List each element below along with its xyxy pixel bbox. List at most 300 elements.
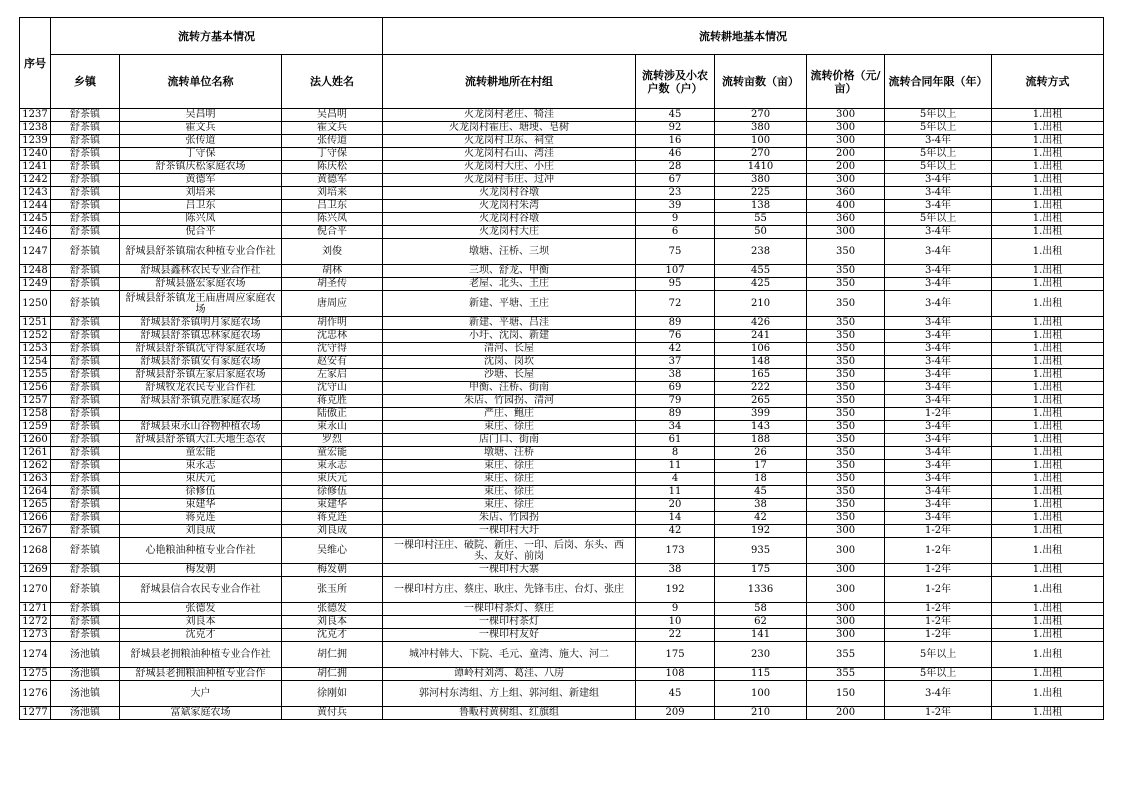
cell-unit-name: 张传道	[120, 135, 282, 148]
cell-town: 舒茶镇	[51, 447, 120, 460]
table-row	[20, 330, 1104, 343]
cell-location: 严庄、鲍庄	[383, 408, 636, 421]
cell-area: 50	[715, 226, 807, 239]
cell-method: 1.出租	[992, 681, 1104, 707]
cell-method: 1.出租	[992, 564, 1104, 577]
cell-method: 1.出租	[992, 148, 1104, 161]
cell-legal-person: 唐周应	[282, 291, 383, 317]
cell-term: 3-4年	[885, 369, 992, 382]
cell-area: 38	[715, 499, 807, 512]
cell-households: 11	[636, 486, 715, 499]
cell-unit-name: 舒城县舒茶镇明月家庭农场	[120, 317, 282, 330]
cell-price: 360	[807, 187, 885, 200]
cell-unit-name: 吕卫东	[120, 200, 282, 213]
cell-area: 210	[715, 707, 807, 720]
cell-term: 1-2年	[885, 629, 992, 642]
cell-method: 1.出租	[992, 460, 1104, 473]
cell-town: 舒茶镇	[51, 356, 120, 369]
cell-price: 350	[807, 447, 885, 460]
cell-legal-person: 倪合平	[282, 226, 383, 239]
cell-term: 5年以上	[885, 213, 992, 226]
cell-method: 1.出租	[992, 577, 1104, 603]
cell-households: 16	[636, 135, 715, 148]
cell-location: 墩塘、汪桥	[383, 447, 636, 460]
cell-legal-person: 赵安有	[282, 356, 383, 369]
cell-term: 3-4年	[885, 356, 992, 369]
cell-term: 3-4年	[885, 135, 992, 148]
cell-town: 舒茶镇	[51, 317, 120, 330]
cell-seq: 1241	[20, 161, 51, 174]
cell-term: 1-2年	[885, 408, 992, 421]
table-row	[20, 200, 1104, 213]
cell-area: 175	[715, 564, 807, 577]
cell-legal-person: 左家启	[282, 369, 383, 382]
cell-location: 一棵印村方庄、蔡庄、耿庄、先锋韦庄、台灯、张庄	[383, 577, 636, 603]
cell-unit-name: 吴昌明	[120, 109, 282, 122]
cell-area: 270	[715, 109, 807, 122]
cell-households: 79	[636, 395, 715, 408]
cell-location: 火龙岗村霍庄、塘埂、皂树	[383, 122, 636, 135]
cell-price: 350	[807, 278, 885, 291]
cell-area: 106	[715, 343, 807, 356]
cell-households: 4	[636, 473, 715, 486]
cell-legal-person: 张玉所	[282, 577, 383, 603]
cell-term: 1-2年	[885, 525, 992, 538]
cell-town: 舒茶镇	[51, 499, 120, 512]
table-row	[20, 291, 1104, 317]
cell-legal-person: 沈守得	[282, 343, 383, 356]
cell-legal-person: 蒋克胜	[282, 395, 383, 408]
cell-seq: 1268	[20, 538, 51, 564]
cell-method: 1.出租	[992, 447, 1104, 460]
cell-town: 舒茶镇	[51, 291, 120, 317]
cell-seq: 1250	[20, 291, 51, 317]
cell-town: 舒茶镇	[51, 486, 120, 499]
cell-price: 350	[807, 434, 885, 447]
cell-price: 350	[807, 291, 885, 317]
table-row	[20, 395, 1104, 408]
cell-term: 3-4年	[885, 395, 992, 408]
cell-location: 清河、长屋	[383, 343, 636, 356]
cell-method: 1.出租	[992, 291, 1104, 317]
cell-location: 束庄、徐庄	[383, 486, 636, 499]
header-legal-person: 法人姓名	[282, 55, 383, 109]
cell-term: 3-4年	[885, 317, 992, 330]
cell-legal-person: 梅发朝	[282, 564, 383, 577]
cell-term: 1-2年	[885, 564, 992, 577]
cell-method: 1.出租	[992, 525, 1104, 538]
cell-term: 5年以上	[885, 668, 992, 681]
cell-price: 300	[807, 226, 885, 239]
cell-method: 1.出租	[992, 434, 1104, 447]
cell-price: 400	[807, 200, 885, 213]
cell-location: 新建、平塘、王庄	[383, 291, 636, 317]
cell-households: 39	[636, 200, 715, 213]
table-row	[20, 668, 1104, 681]
cell-legal-person: 沈忠林	[282, 330, 383, 343]
table-row	[20, 174, 1104, 187]
cell-price: 350	[807, 421, 885, 434]
cell-location: 沙塘、长屋	[383, 369, 636, 382]
table-row	[20, 707, 1104, 720]
table-row	[20, 460, 1104, 473]
cell-legal-person: 刘良成	[282, 525, 383, 538]
cell-method: 1.出租	[992, 265, 1104, 278]
cell-seq: 1259	[20, 421, 51, 434]
cell-households: 209	[636, 707, 715, 720]
cell-unit-name: 倪合平	[120, 226, 282, 239]
cell-term: 3-4年	[885, 239, 992, 265]
cell-households: 61	[636, 434, 715, 447]
cell-legal-person: 蒋克连	[282, 512, 383, 525]
cell-legal-person: 罗烈	[282, 434, 383, 447]
cell-unit-name: 舒城牧龙农民专业合作社	[120, 382, 282, 395]
cell-unit-name: 心艳粮油种植专业合作社	[120, 538, 282, 564]
cell-term: 5年以上	[885, 642, 992, 668]
table-row	[20, 525, 1104, 538]
cell-households: 22	[636, 629, 715, 642]
cell-seq: 1266	[20, 512, 51, 525]
cell-town: 舒茶镇	[51, 460, 120, 473]
cell-households: 6	[636, 226, 715, 239]
cell-legal-person: 黄付兵	[282, 707, 383, 720]
cell-town: 舒茶镇	[51, 343, 120, 356]
cell-unit-name: 舒城县舒茶镇大江天地生态农	[120, 434, 282, 447]
table-row	[20, 265, 1104, 278]
cell-unit-name: 富斌家庭农场	[120, 707, 282, 720]
cell-legal-person: 吴昌明	[282, 109, 383, 122]
cell-method: 1.出租	[992, 499, 1104, 512]
cell-area: 55	[715, 213, 807, 226]
cell-households: 173	[636, 538, 715, 564]
cell-unit-name: 舒城县舒茶镇沈守得家庭农场	[120, 343, 282, 356]
cell-unit-name: 蒋克连	[120, 512, 282, 525]
table-row	[20, 512, 1104, 525]
cell-term: 3-4年	[885, 187, 992, 200]
table-row	[20, 278, 1104, 291]
cell-term: 3-4年	[885, 330, 992, 343]
cell-area: 115	[715, 668, 807, 681]
cell-method: 1.出租	[992, 421, 1104, 434]
cell-price: 200	[807, 148, 885, 161]
cell-legal-person: 陈兴凤	[282, 213, 383, 226]
cell-area: 141	[715, 629, 807, 642]
cell-households: 192	[636, 577, 715, 603]
cell-legal-person: 刘俊	[282, 239, 383, 265]
cell-legal-person: 徐刚如	[282, 681, 383, 707]
cell-seq: 1275	[20, 668, 51, 681]
table-row	[20, 356, 1104, 369]
cell-legal-person: 束庆元	[282, 473, 383, 486]
cell-town: 舒茶镇	[51, 473, 120, 486]
cell-method: 1.出租	[992, 538, 1104, 564]
cell-seq: 1251	[20, 317, 51, 330]
cell-method: 1.出租	[992, 473, 1104, 486]
cell-town: 舒茶镇	[51, 616, 120, 629]
cell-legal-person: 束永志	[282, 460, 383, 473]
cell-unit-name: 舒城县鑫林农民专业合作社	[120, 265, 282, 278]
cell-location: 三坝、舒龙、甲衡	[383, 265, 636, 278]
cell-method: 1.出租	[992, 629, 1104, 642]
cell-price: 200	[807, 707, 885, 720]
cell-town: 舒茶镇	[51, 408, 120, 421]
cell-legal-person: 徐修伍	[282, 486, 383, 499]
table-row	[20, 382, 1104, 395]
cell-legal-person: 胡林	[282, 265, 383, 278]
table-row	[20, 109, 1104, 122]
cell-area: 1410	[715, 161, 807, 174]
cell-households: 89	[636, 317, 715, 330]
cell-method: 1.出租	[992, 187, 1104, 200]
cell-unit-name: 舒城县舒茶镇安有家庭农场	[120, 356, 282, 369]
cell-households: 9	[636, 603, 715, 616]
cell-area: 100	[715, 681, 807, 707]
cell-method: 1.出租	[992, 512, 1104, 525]
table-row	[20, 538, 1104, 564]
cell-legal-person: 吕卫东	[282, 200, 383, 213]
cell-unit-name: 沈克才	[120, 629, 282, 642]
table-row	[20, 408, 1104, 421]
cell-unit-name: 丁守保	[120, 148, 282, 161]
cell-seq: 1248	[20, 265, 51, 278]
cell-households: 45	[636, 109, 715, 122]
cell-method: 1.出租	[992, 369, 1104, 382]
cell-households: 42	[636, 343, 715, 356]
cell-price: 300	[807, 525, 885, 538]
cell-term: 5年以上	[885, 109, 992, 122]
cell-unit-name: 梅发朝	[120, 564, 282, 577]
cell-price: 350	[807, 486, 885, 499]
cell-area: 138	[715, 200, 807, 213]
cell-location: 一棵印村友好	[383, 629, 636, 642]
cell-legal-person: 黄德军	[282, 174, 383, 187]
cell-unit-name: 束建华	[120, 499, 282, 512]
cell-method: 1.出租	[992, 239, 1104, 265]
cell-location: 一棵印村茶灯	[383, 616, 636, 629]
cell-price: 350	[807, 343, 885, 356]
cell-town: 舒茶镇	[51, 369, 120, 382]
cell-households: 89	[636, 408, 715, 421]
cell-households: 95	[636, 278, 715, 291]
cell-households: 38	[636, 369, 715, 382]
cell-unit-name: 童宏能	[120, 447, 282, 460]
cell-area: 148	[715, 356, 807, 369]
header-group-land: 流转耕地基本情况	[383, 18, 1104, 55]
cell-area: 238	[715, 239, 807, 265]
cell-location: 谭岭村刘湾、葛洼、八房	[383, 668, 636, 681]
cell-area: 455	[715, 265, 807, 278]
cell-price: 150	[807, 681, 885, 707]
cell-term: 3-4年	[885, 278, 992, 291]
cell-method: 1.出租	[992, 122, 1104, 135]
cell-seq: 1269	[20, 564, 51, 577]
cell-town: 舒茶镇	[51, 122, 120, 135]
cell-households: 72	[636, 291, 715, 317]
cell-seq: 1240	[20, 148, 51, 161]
cell-method: 1.出租	[992, 707, 1104, 720]
table-row	[20, 161, 1104, 174]
header-unit-name: 流转单位名称	[120, 55, 282, 109]
cell-location: 老屋、北头、王庄	[383, 278, 636, 291]
cell-method: 1.出租	[992, 135, 1104, 148]
cell-legal-person: 刘培来	[282, 187, 383, 200]
cell-unit-name: 大户	[120, 681, 282, 707]
table-row	[20, 239, 1104, 265]
cell-town: 舒茶镇	[51, 187, 120, 200]
table-row	[20, 473, 1104, 486]
cell-town: 舒茶镇	[51, 135, 120, 148]
cell-term: 3-4年	[885, 681, 992, 707]
table-row	[20, 369, 1104, 382]
cell-method: 1.出租	[992, 174, 1104, 187]
cell-location: 火龙岗村谷墩	[383, 187, 636, 200]
cell-seq: 1239	[20, 135, 51, 148]
cell-term: 3-4年	[885, 512, 992, 525]
table-row	[20, 343, 1104, 356]
cell-households: 175	[636, 642, 715, 668]
table-row	[20, 317, 1104, 330]
cell-term: 3-4年	[885, 447, 992, 460]
cell-seq: 1246	[20, 226, 51, 239]
table-row	[20, 499, 1104, 512]
cell-method: 1.出租	[992, 668, 1104, 681]
cell-area: 225	[715, 187, 807, 200]
cell-method: 1.出租	[992, 161, 1104, 174]
cell-seq: 1267	[20, 525, 51, 538]
cell-method: 1.出租	[992, 278, 1104, 291]
header-term: 流转合同年限（年）	[885, 55, 992, 109]
cell-town: 舒茶镇	[51, 200, 120, 213]
cell-price: 350	[807, 330, 885, 343]
cell-seq: 1277	[20, 707, 51, 720]
cell-town: 舒茶镇	[51, 629, 120, 642]
cell-term: 3-4年	[885, 499, 992, 512]
cell-method: 1.出租	[992, 603, 1104, 616]
cell-area: 42	[715, 512, 807, 525]
cell-term: 3-4年	[885, 434, 992, 447]
cell-households: 69	[636, 382, 715, 395]
table-row	[20, 226, 1104, 239]
cell-location: 城冲村韩大、下院、毛元、童湾、施大、河二	[383, 642, 636, 668]
cell-term: 5年以上	[885, 122, 992, 135]
cell-town: 舒茶镇	[51, 382, 120, 395]
cell-unit-name: 陈兴凤	[120, 213, 282, 226]
cell-area: 241	[715, 330, 807, 343]
cell-households: 8	[636, 447, 715, 460]
cell-price: 350	[807, 473, 885, 486]
cell-households: 92	[636, 122, 715, 135]
cell-seq: 1274	[20, 642, 51, 668]
cell-term: 1-2年	[885, 616, 992, 629]
cell-town: 舒茶镇	[51, 148, 120, 161]
cell-location: 店门口、街南	[383, 434, 636, 447]
cell-area: 192	[715, 525, 807, 538]
cell-town: 舒茶镇	[51, 434, 120, 447]
cell-unit-name: 舒城县舒茶镇龙王庙唐周应家庭农场	[120, 291, 282, 317]
cell-price: 300	[807, 577, 885, 603]
cell-unit-name: 束庆元	[120, 473, 282, 486]
table-row	[20, 434, 1104, 447]
cell-seq: 1249	[20, 278, 51, 291]
cell-unit-name: 舒城县束永山谷物种植农场	[120, 421, 282, 434]
cell-seq: 1263	[20, 473, 51, 486]
cell-price: 350	[807, 265, 885, 278]
header-price: 流转价格（元/亩）	[807, 55, 885, 109]
cell-term: 3-4年	[885, 200, 992, 213]
cell-price: 300	[807, 603, 885, 616]
cell-seq: 1260	[20, 434, 51, 447]
cell-price: 355	[807, 642, 885, 668]
land-transfer-table	[19, 17, 1104, 720]
cell-price: 350	[807, 382, 885, 395]
cell-legal-person: 丁守保	[282, 148, 383, 161]
cell-term: 1-2年	[885, 603, 992, 616]
cell-households: 37	[636, 356, 715, 369]
cell-method: 1.出租	[992, 486, 1104, 499]
cell-unit-name: 舒城县盛宏家庭农场	[120, 278, 282, 291]
cell-unit-name: 刘良本	[120, 616, 282, 629]
cell-unit-name: 舒城县老拥粮油种植专业合作	[120, 668, 282, 681]
cell-seq: 1272	[20, 616, 51, 629]
cell-households: 10	[636, 616, 715, 629]
cell-price: 300	[807, 109, 885, 122]
cell-households: 108	[636, 668, 715, 681]
cell-term: 3-4年	[885, 265, 992, 278]
cell-households: 46	[636, 148, 715, 161]
cell-location: 火龙岗村大庄、小庄	[383, 161, 636, 174]
cell-unit-name: 霍文兵	[120, 122, 282, 135]
cell-households: 76	[636, 330, 715, 343]
cell-unit-name: 舒城县老拥粮油种植专业合作社	[120, 642, 282, 668]
cell-seq: 1273	[20, 629, 51, 642]
cell-area: 1336	[715, 577, 807, 603]
cell-town: 舒茶镇	[51, 226, 120, 239]
cell-price: 300	[807, 174, 885, 187]
cell-price: 350	[807, 499, 885, 512]
table-row	[20, 486, 1104, 499]
cell-town: 舒茶镇	[51, 564, 120, 577]
cell-method: 1.出租	[992, 317, 1104, 330]
cell-seq: 1252	[20, 330, 51, 343]
cell-legal-person: 沈守山	[282, 382, 383, 395]
cell-term: 3-4年	[885, 473, 992, 486]
header-method: 流转方式	[992, 55, 1104, 109]
cell-seq: 1242	[20, 174, 51, 187]
cell-households: 14	[636, 512, 715, 525]
cell-price: 350	[807, 512, 885, 525]
cell-legal-person: 霍文兵	[282, 122, 383, 135]
cell-term: 3-4年	[885, 291, 992, 317]
cell-area: 380	[715, 122, 807, 135]
table-row	[20, 616, 1104, 629]
cell-method: 1.出租	[992, 200, 1104, 213]
cell-town: 舒茶镇	[51, 161, 120, 174]
table-row	[20, 187, 1104, 200]
cell-method: 1.出租	[992, 642, 1104, 668]
cell-price: 300	[807, 135, 885, 148]
cell-term: 3-4年	[885, 226, 992, 239]
cell-households: 45	[636, 681, 715, 707]
cell-area: 188	[715, 434, 807, 447]
cell-price: 350	[807, 395, 885, 408]
cell-price: 350	[807, 460, 885, 473]
table-row	[20, 148, 1104, 161]
table-row	[20, 629, 1104, 642]
cell-location: 朱店、竹园拐	[383, 512, 636, 525]
cell-method: 1.出租	[992, 330, 1104, 343]
cell-households: 107	[636, 265, 715, 278]
cell-area: 100	[715, 135, 807, 148]
